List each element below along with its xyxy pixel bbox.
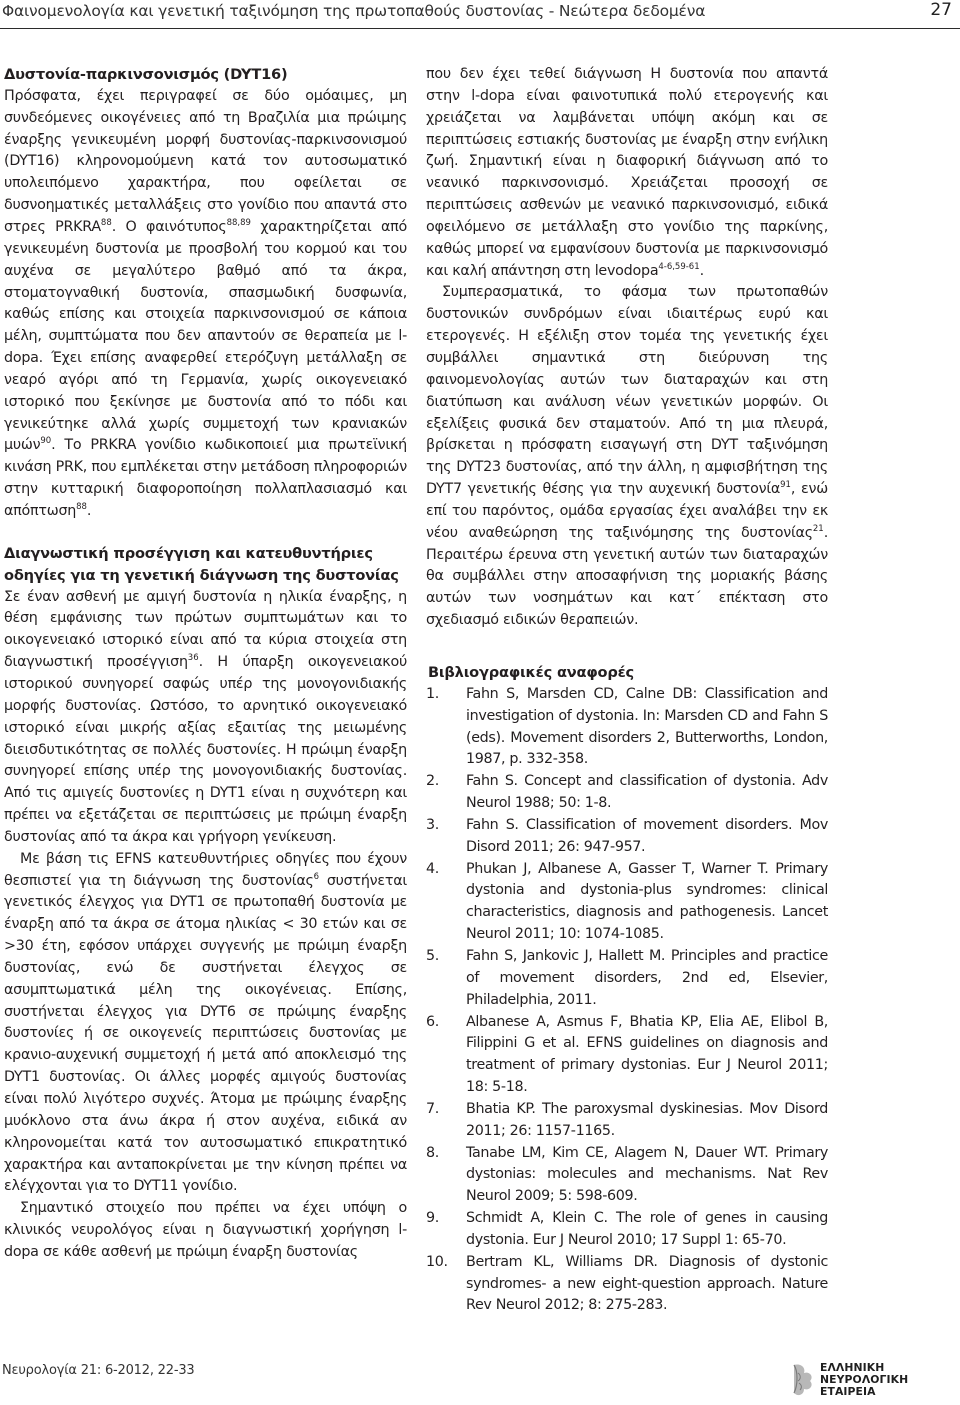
- reference-item: 2. Fahn S. Concept and classification of dystonia. Adv Neurol 1988; 50: 1-8.: [426, 773, 828, 812]
- page-footer: [0, 1361, 960, 1405]
- right-column: [426, 64, 828, 1317]
- journal-citation: Νευρολογία 21: 6-2012, 22-33: [2, 1363, 195, 1378]
- citation: 21: [812, 523, 824, 534]
- reference-item: 3. Fahn S. Classification of movement disorders. Mov Disord 2011; 26: 947-957.: [426, 816, 828, 855]
- paragraph-dyt16: Πρόσφατα, έχει περιγραφεί σε δύο ομόαιμες, μη συνδεόμενες οικογένειες από τη Βραζιλία μια πρώιμης έναρξης γενικευμένη μορφή δυστονίας-παρκινσονισμού (DYT16) κληρονομούμενη κατά τον αυτοσωματικό υπολειπόμενο χαρακτήρα, που οφείλεται σε δυσνοηματικές μεταλλάξεις στο γονίδιο που απαντά στο στρες PRKRA$^{88}$. Ο φαινότυπος$^{88,89}$ χαρακτηρίζεται από γενικευμένη δυστονία με προσβολή του κορμού και του αυχένα σε μεγαλύτερο βαθμό από τα άκρα, στοματογναθική δυστονία, σπασμωδική δυσφωνία, καθώς επίσης και στοιχεία παρκινσονισμού σε κάποια μέλη, συμπτώματα που δεν απαντούν σε θεραπεία με l-dopa. Έχει επίσης αναφερθεί ετερόζυγη μετάλλαξη σε νεαρό αγόρι από τη Γερμανία, χωρίς οικογενειακό ιστορικό που ξεκίνησε με δυστονία από το πόδι και γενικεύτηκε αλλά χωρίς συμμετοχή των κρανιακών μυών$^{90}$. Το PRKRA γονίδιο κωδικοποιεί μια πρωτεϊνική κινάση PRK, που εμπλέκεται στην μετάδοση πληροφοριών στην κυτταρική διαφοροποίηση πολλαπλασιασμό και απόπτωση$^{88}$.: [4, 87, 407, 519]
- reference-item: 4. Phukan J, Albanese A, Gasser T, Warner T. Primary dystonia and dystonia-plus syndromes: clinical characteristics, diagnosis and pathogenesis. Lancet Neurol 2011; 10: 1074-1085.: [426, 860, 828, 943]
- reference-item: 8. Tanabe LM, Kim CE, Alagem N, Dauer WT. Primary dystonias: molecules and mechanisms. Nat Rev Neurol 2009; 5: 598-609.: [426, 1144, 828, 1205]
- citation: 88: [76, 501, 87, 512]
- paragraph-conclusion: Συμπερασματικά, το φάσμα των πρωτοπαθών δυστονικών συνδρόμων είναι ιδιαιτέρως ευρύ και ετερογενές. Η εξέλιξη στον τομέα της γενετικής έχει συμβάλλει σημαντικά στη διεύρυνση της φαινομενολογίας αυτών των διαταραχών και στη διατύπωση και ανάλυση νέων γενετικών μορφών. Οι εξελίξεις φυσικά δεν σταματούν. Από τη μια πλευρά, βρίσκεται η πρόσφατη εισαγωγή στη DYT ταξινόμηση της DYT23 δυστονίας, από την άλλη, η αμφισβήτηση της DYT7 γενετικής θέσης για την αυχενική δυστονία$^{91}$, ενώ επί του παρόντος, ομάδα εργασίας έχει αναλάβει την εκ νέου αναθεώρηση της ταξινόμησης της δυστονίας$^{21}$. Περαιτέρω έρευνα στη γενετική αυτών των διαταραχών θα συμβάλλει στην αποσαφήνιση της μοριακής βάσης αυτών των νοσημάτων και κατ΄ επέκταση στο σχεδιασμό ειδικών θεραπειών.: [426, 284, 828, 629]
- running-title: Φαινομενολογία και γενετική ταξινόμηση της πρωτοπαθούς δυστονίας - Νεώτερα δεδομένα: [2, 2, 706, 20]
- paragraph-ldopa-continued: που δεν έχει τεθεί διάγνωση Η δυστονία που απαντά στην l-dopa είναι φαινοτυπικά πολύ ετερογενής και χρειάζεται να λαμβάνεται υπόψη ακόμη και σε περιπτώσεις εστιακής δυστονίας με έναρξη στην ενήλικη ζωή. Σημαντική είναι η διαφορική διάγνωση από το νεανικό παρκινσονισμό. Χρειάζεται προσοχή σε περιπτώσεις ασθενών με νεανικό παρκινσονισμό, ειδικά οφειλόμενο σε μετάλλαξη στο γονίδιο της παρκίνης, καθώς μπορεί να εμφανίσουν δυστονία με παρκινσονισμό και καλή απάντηση στη levodopa$^{4-6,59-61}$.: [426, 66, 828, 279]
- section-heading-diagnosis: Διαγνωστική προσέγγιση και κατευθυντήριες οδηγίες για τη γενετική διάγνωση της δυστονίας: [4, 544, 399, 584]
- section-heading-dyt16: Δυστονία-παρκινσονισμός (DYT16): [4, 66, 288, 83]
- logo-line: ΝΕΥΡΟΛΟΓΙΚΗ: [820, 1373, 909, 1387]
- logo-line: ΕΤΑΙΡΕΙΑ: [820, 1385, 876, 1399]
- reference-item: 6. Albanese A, Asmus F, Bhatia KP, Elia AE, Elibol B, Filippini G et al. EFNS guidelines on diagnosis and treatment of primary dystonias. Eur J Neurol 2011; 18: 5-18.: [426, 1013, 828, 1096]
- paragraph-efns: Με βάση τις EFNS κατευθυντήριες οδηγίες που έχουν θεσπιστεί για τη διάγνωση της δυστονίας$^6$ συστήνεται γενετικός έλεγχος για DYT1 σε πρωτοπαθή δυστονία με έναρξη από τα άκρα σε άτομα ηλικίας < 30 ετών και σε >30 έτη, εφόσον υπάρχει συγγενής με πρώιμη έναρξη δυστονίας, ενώ δε συστήνεται έλεγχος σε ασυμπτωματικά μέλη της οικογένειας. Επίσης, συστήνεται έλεγχος για DYT6 σε πρώιμης έναρξης δυστονίες ή σε οικογενείς περιπτώσεις δυστονίας με κρανιο-αυχενική συμμετοχή ή μετά από αποκλεισμό της DYT1 δυστονίας. Οι άλλες μορφές αμιγούς δυστονίας είναι πολύ λιγότερο συχνές. Άτομα με πρώιμης έναρξης μυόκλονο στα άνω άκρα ή στον αυχένα, ειδικά αν κληρονομείται κατά τον αυτοσωματικό επικρατητικό χαρακτήρα και ανταποκρίνεται με την κίνηση πρέπει να ελέγχονται για το DYT11 γονίδιο.: [4, 850, 407, 1195]
- reference-item: 1. Fahn S, Marsden CD, Calne DB: Classification and investigation of dystonia. In: Marsden CD and Fahn S (eds). Movement disorders 2, Butterworths, London, 1987, p. 332-358.: [426, 685, 828, 768]
- paragraph-ldopa: Σημαντικό στοιχείο που πρέπει να έχει υπόψη ο κλινικός νευρολόγος είναι η διαγνωστική χορήγηση l-dopa σε κάθε ασθενή με πρώιμη έναρξη δυστονίας: [4, 1200, 407, 1260]
- logo-line: ΕΛΛΗΝΙΚΗ: [820, 1361, 885, 1374]
- reference-item: 5. Fahn S, Jankovic J, Hallett M. Principles and practice of movement disorders, 2nd ed, Elsevier, Philadelphia, 2011.: [426, 947, 828, 1008]
- citation: 6: [313, 871, 320, 882]
- running-header: [0, 0, 960, 29]
- reference-list: [426, 684, 828, 1317]
- citation: 36: [187, 653, 199, 664]
- citation: 91: [780, 480, 791, 491]
- reference-item: 7. Bhatia KP. The paroxysmal dyskinesias. Mov Disord 2011; 26: 1157-1165.: [426, 1100, 828, 1139]
- brain-logo-icon: [790, 1361, 818, 1401]
- society-logo: [790, 1361, 958, 1401]
- paragraph-diagnosis: Σε έναν ασθενή με αμιγή δυστονία η ηλικία έναρξης, η θέση εμφάνισης των πρώτων συμπτωμάτων και το οικογενειακό ιστορικό είναι από τα κύρια στοιχεία στη διαγνωστική προσέγγιση$^{36}$. Η ύπαρξη οικογενειακού ιστορικού συνηγορεί σαφώς υπέρ της μονογονιδιακής μορφής δυστονίας. Ωστόσο, το αρνητικό οικογενειακό ιστορικό είναι μικρής αξίας εξαιτίας της μειωμένης διεισδυτικότητας σε πολλές δυστονίες. Η πρώιμη έναρξη συνηγορεί επίσης υπέρ της μονογονιδιακής δυστονίας. Από τις αμιγείς δυστονίες η DYT1 είναι η συχνότερη και πρέπει να εξετάζεται σε περιπτώσεις με πρώιμη έναρξη δυστονίας από τα άκρα και γρήγορη γενίκευση.: [4, 588, 407, 845]
- citation: 90: [40, 436, 52, 447]
- reference-item: 10. Bertram KL, Williams DR. Diagnosis of dystonic syndromes- a new eight-question approach. Nature Rev Neurol 2012; 8: 275-283.: [426, 1253, 828, 1314]
- citation: 4-6,59-61: [658, 261, 700, 272]
- citation: 88,89: [226, 217, 251, 228]
- references-heading: Βιβλιογραφικές αναφορές: [428, 663, 634, 681]
- citation: 88: [100, 217, 112, 228]
- reference-item: 9. Schmidt A, Klein C. The role of genes in causing dystonia. Eur J Neurol 2010; 17 Suppl 1: 65-70.: [426, 1210, 828, 1248]
- page-number: 27: [930, 0, 952, 20]
- left-column: [4, 64, 407, 1264]
